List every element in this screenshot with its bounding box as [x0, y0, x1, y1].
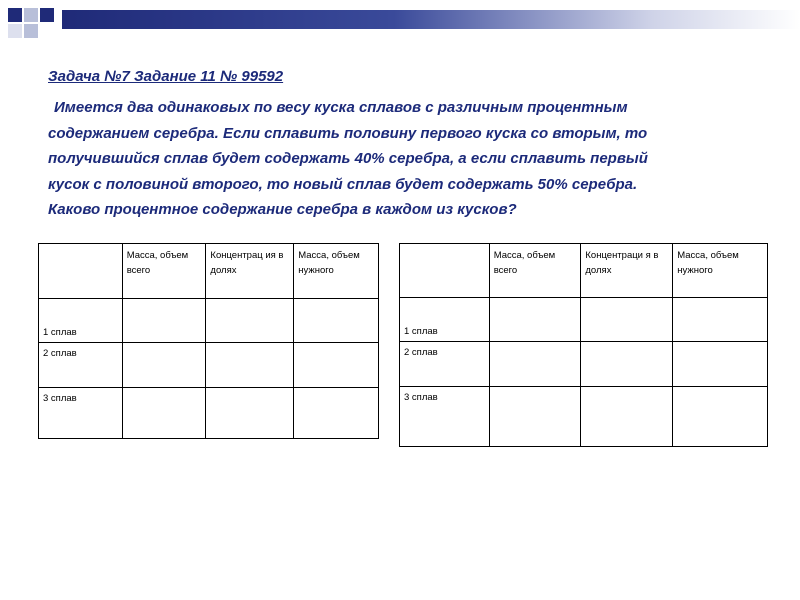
- deco-square-light: [24, 24, 38, 38]
- problem-line: кусок с половиной второго, то новый сплав будет содержать 50% серебра.: [48, 175, 638, 193]
- table-cell[interactable]: [122, 343, 206, 388]
- row-label: 2 сплав: [39, 343, 123, 388]
- alloy-table-left: [38, 243, 379, 439]
- table-row: [39, 388, 379, 439]
- header-cell: Масса, объем всего: [489, 244, 581, 298]
- table-cell[interactable]: [489, 298, 581, 342]
- table-cell[interactable]: [206, 388, 294, 439]
- table-row: [400, 298, 768, 342]
- table-cell[interactable]: [581, 387, 673, 447]
- table-row: [39, 299, 379, 343]
- table-cell[interactable]: [294, 343, 379, 388]
- table-cell[interactable]: [673, 342, 768, 387]
- deco-square-light: [24, 8, 38, 22]
- deco-gradient-bar: [62, 10, 800, 29]
- header-cell: Масса, объем нужного: [673, 244, 768, 298]
- problem-line: содержанием серебра. Если сплавить половину первого куска со вторым, то: [48, 124, 648, 142]
- table-row: [39, 343, 379, 388]
- deco-square-dark: [40, 8, 54, 22]
- table-cell[interactable]: [489, 342, 581, 387]
- table-cell[interactable]: [673, 387, 768, 447]
- deco-square-dark: [8, 8, 22, 22]
- table-cell[interactable]: [122, 388, 206, 439]
- header-cell: [39, 244, 123, 299]
- row-label: 1 сплав: [400, 298, 490, 342]
- table-cell[interactable]: [294, 299, 379, 343]
- table-cell[interactable]: [206, 299, 294, 343]
- table-cell[interactable]: [294, 388, 379, 439]
- header-cell: [400, 244, 490, 298]
- row-label: 1 сплав: [39, 299, 123, 343]
- task-heading: Задача №7 Задание 11 № 99592: [48, 68, 284, 85]
- header-cell: Масса, объем нужного: [294, 244, 379, 299]
- row-label: 3 сплав: [400, 387, 490, 447]
- problem-line: Имеется два одинаковых по весу куска сплавов с различным процентным: [54, 99, 628, 116]
- table-cell[interactable]: [206, 343, 294, 388]
- table-header-row: [400, 244, 768, 298]
- table-cell[interactable]: [673, 298, 768, 342]
- table-cell[interactable]: [489, 387, 581, 447]
- table-header-row: [39, 244, 379, 299]
- table-cell[interactable]: [581, 342, 673, 387]
- header-cell: Масса, объем всего: [122, 244, 206, 299]
- header-cell: Концентраци я в долях: [581, 244, 673, 298]
- table-row: [400, 387, 768, 447]
- problem-line: получившийся сплав будет содержать 40% серебра, а если сплавить первый: [48, 150, 648, 167]
- row-label: 2 сплав: [400, 342, 490, 387]
- slide-decoration: [0, 0, 800, 50]
- deco-square-light: [8, 24, 22, 38]
- table-cell[interactable]: [122, 299, 206, 343]
- header-cell: Концентрац ия в долях: [206, 244, 294, 299]
- problem-line: Каково процентное содержание серебра в каждом из кусков?: [48, 201, 517, 218]
- alloy-table-right: [399, 243, 768, 447]
- table-cell[interactable]: [581, 298, 673, 342]
- row-label: 3 сплав: [39, 388, 123, 439]
- table-row: [400, 342, 768, 387]
- problem-text: [48, 95, 768, 223]
